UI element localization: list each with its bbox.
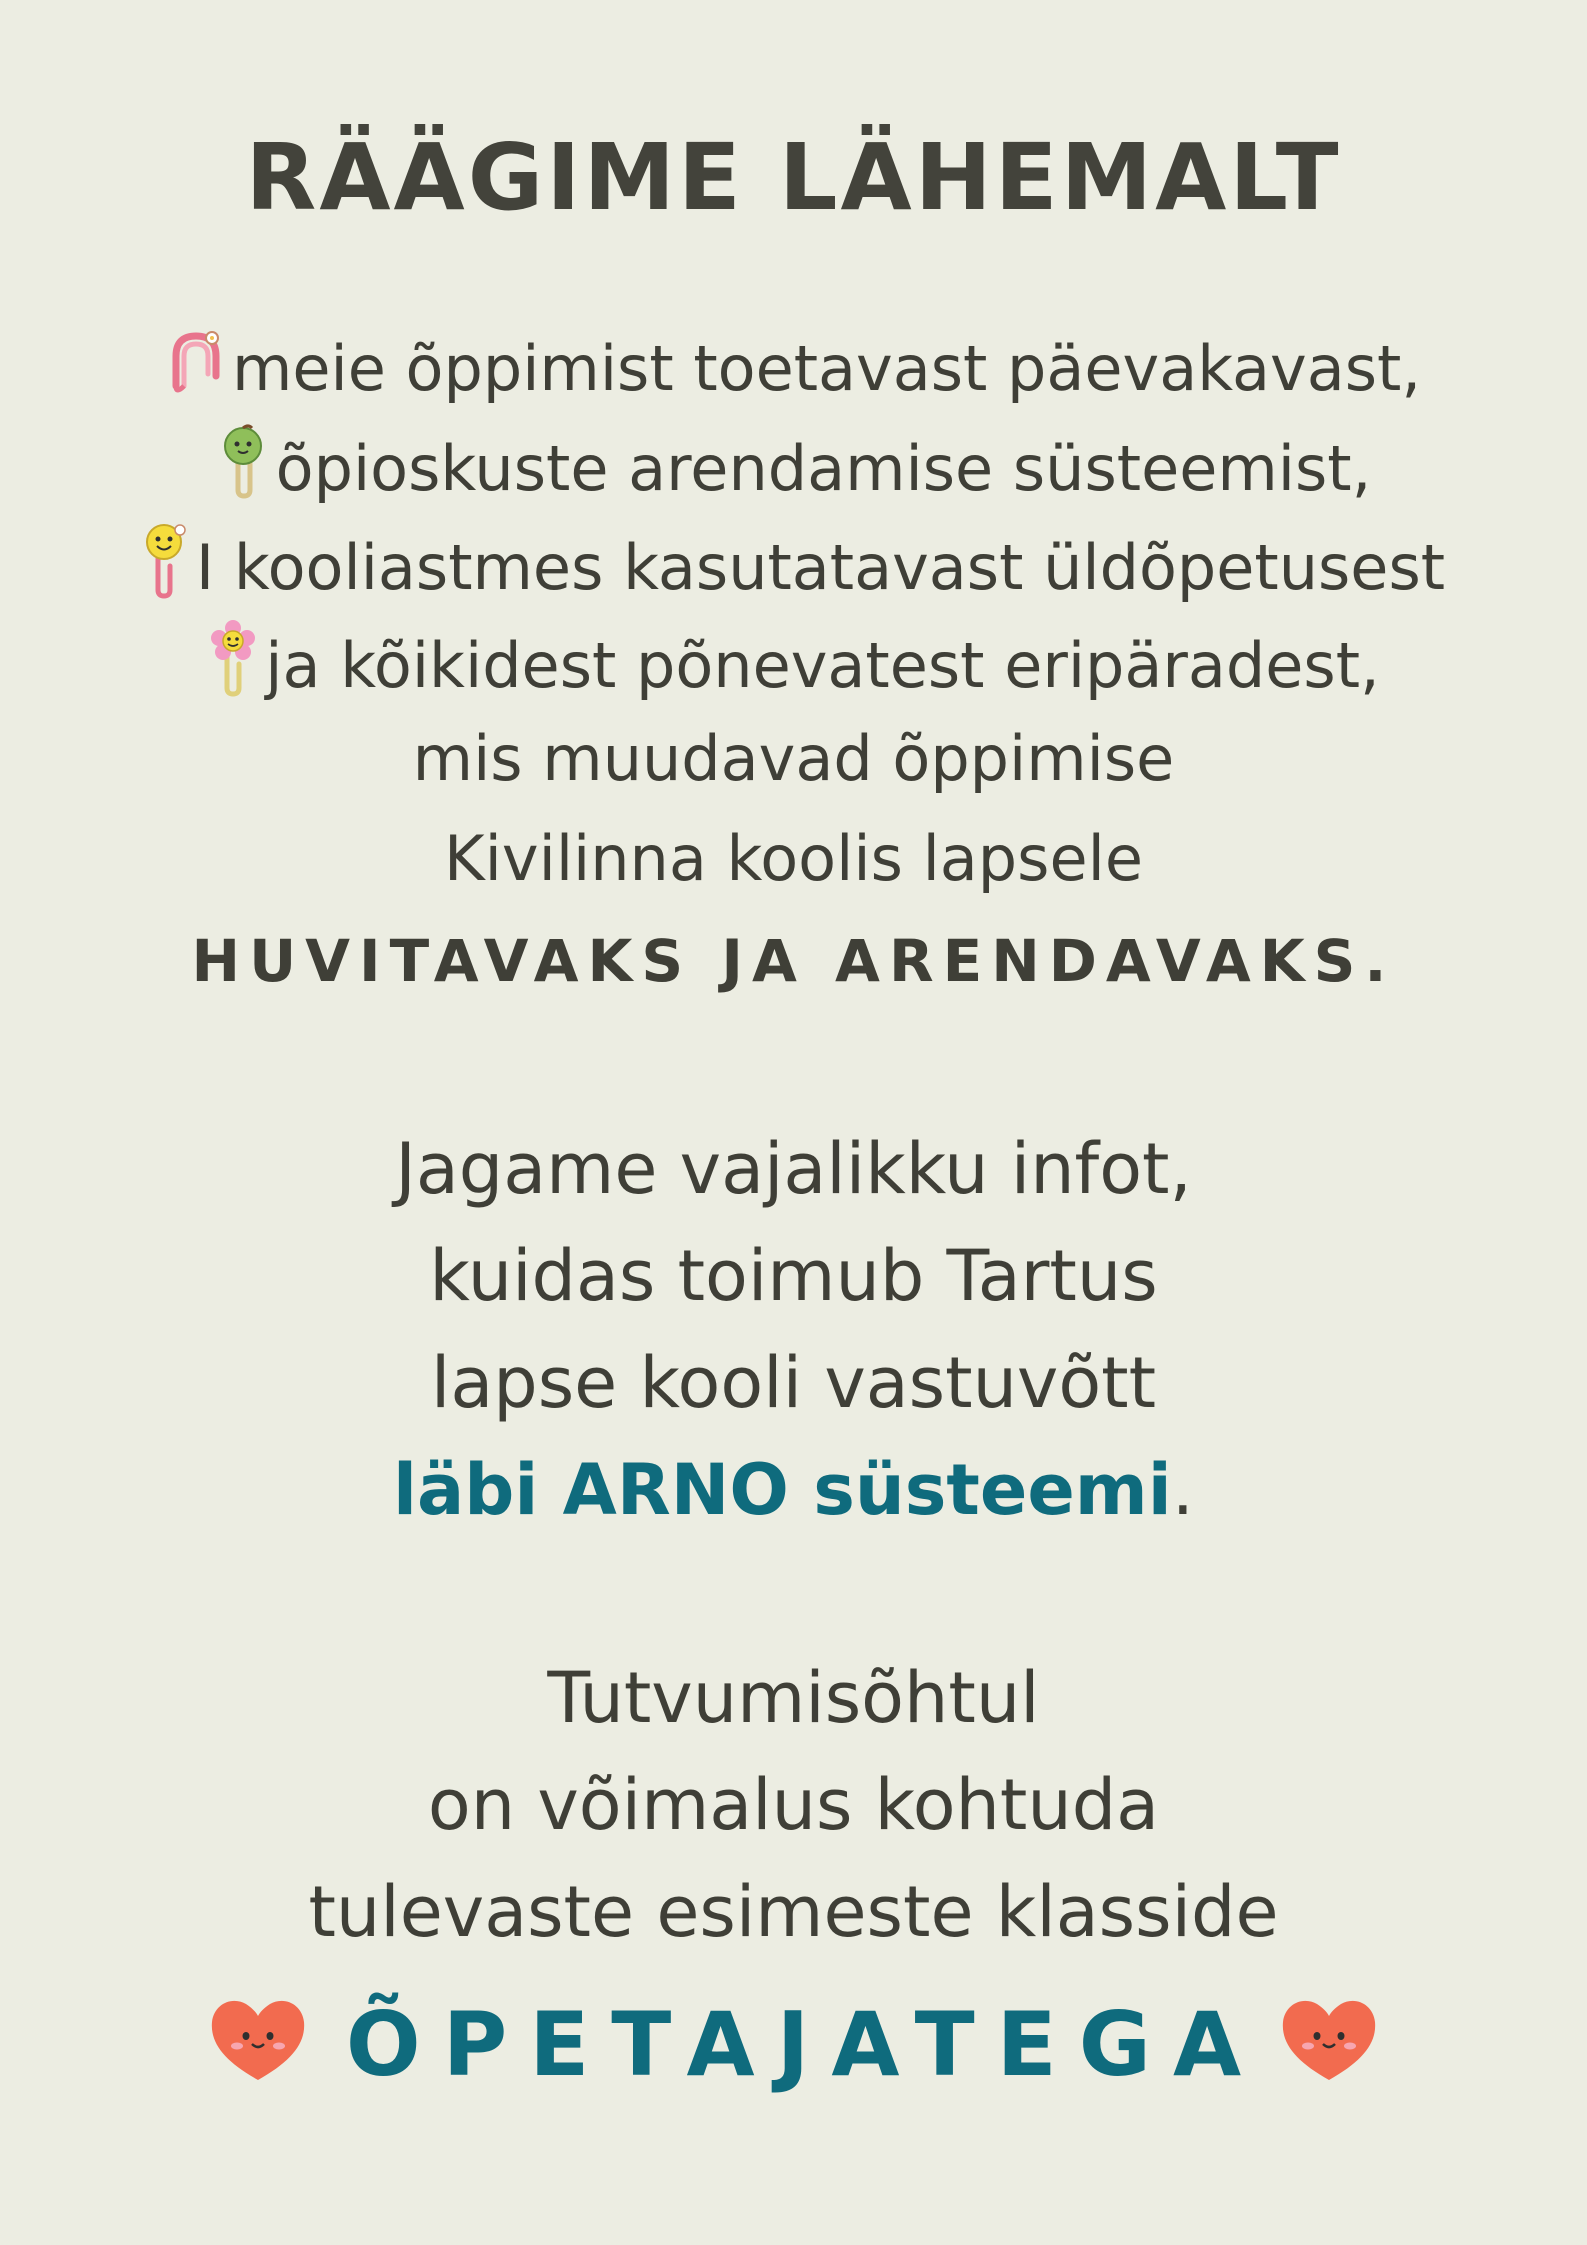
- intro-text-1: meie õppimist toetavast päevakavast,: [231, 332, 1422, 406]
- info-line-4-period: .: [1171, 1449, 1194, 1531]
- evening-line-1: Tutvumisõhtul: [547, 1657, 1040, 1739]
- apple-paperclip-icon: [216, 424, 270, 510]
- info-line-4: [0, 1449, 1587, 1531]
- intro-line-2: [0, 430, 1587, 516]
- intro-line-5: mis muudavad õppimise: [412, 722, 1175, 795]
- smiling-heart-icon: [206, 1992, 310, 2098]
- intro-line-4: [0, 626, 1587, 714]
- rainbow-paperclip-icon: [166, 326, 226, 408]
- intro-line-1: [0, 332, 1587, 414]
- intro-text-2: õpioskuste arendamise süsteemist,: [275, 432, 1372, 506]
- intro-highlight: HUVITAVAKS JA ARENDAVAKS.: [191, 927, 1396, 995]
- smiley-paperclip-icon: [142, 522, 190, 610]
- flower-paperclip-icon: [207, 620, 259, 708]
- page-title: RÄÄGIME LÄHEMALT: [245, 124, 1342, 231]
- teachers-row: [0, 1992, 1587, 2104]
- intro-text-3: I kooliastmes kasutatavast üldõpetusest: [195, 531, 1446, 605]
- intro-text-4: ja kõikidest põnevatest eripäradest,: [265, 629, 1380, 703]
- intro-line-6: Kivilinna koolis lapsele: [444, 822, 1143, 895]
- info-line-2: kuidas toimub Tartus: [429, 1235, 1158, 1317]
- evening-line-2: on võimalus kohtuda: [427, 1764, 1160, 1846]
- info-line-1: Jagame vajalikku infot,: [395, 1128, 1192, 1210]
- arno-system-text: läbi ARNO süsteemi: [392, 1449, 1172, 1531]
- intro-line-3: [0, 528, 1587, 616]
- info-line-3: lapse kooli vastuvõtt: [430, 1342, 1157, 1424]
- smiling-heart-icon: [1277, 1992, 1381, 2098]
- teachers-text: ÕPETAJATEGA: [345, 1992, 1264, 2096]
- evening-line-3: tulevaste esimeste klasside: [308, 1871, 1279, 1953]
